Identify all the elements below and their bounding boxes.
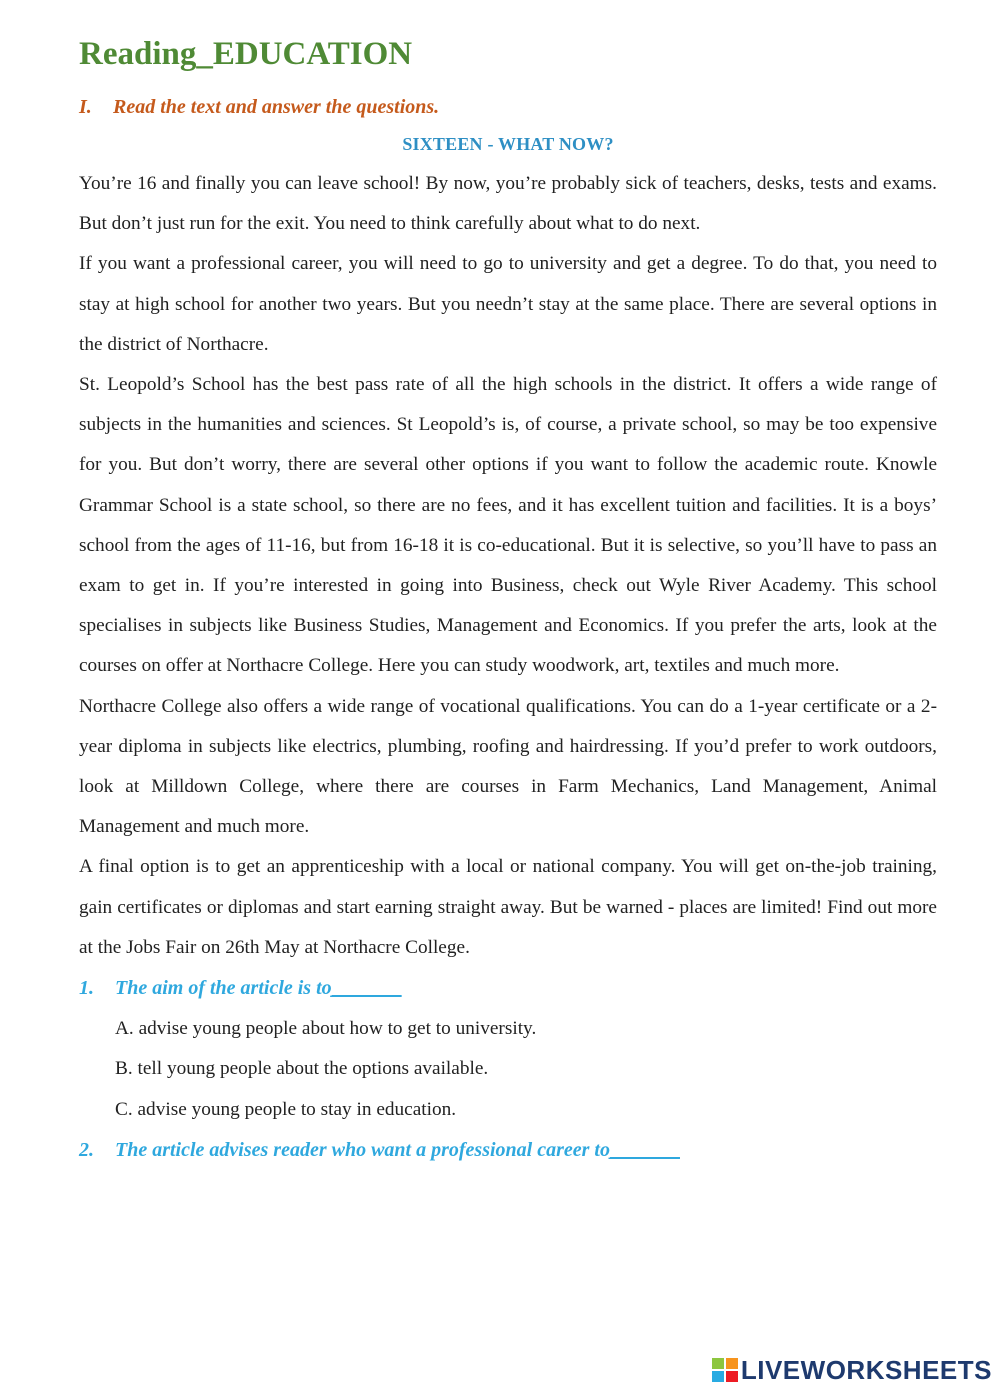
answer-blank[interactable]: _______ xyxy=(331,977,402,1000)
article-paragraph: St. Leopold’s School has the best pass rate of all the high schools in the district. It offers a wide range of subjects in the humanities and sciences. St Leopold’s is, of course, a private school, so may be too expensive for you. But don’t worry, there are several other options if you want to follow the academic route. Knowle Grammar School is a state school, so there are no fees, and it has excellent tuition and facilities. It is a boys’ school from the ages of 11-16, but from 16-18 it is co-educational. But it is selective, so you’ll have to pass an exam to get in. If you’re interested in going into Business, check out Wyle River Academy. This school specialises in subjects like Business Studies, Management and Economics. If you prefer the arts, look at the courses on offer at Northacre College. Here you can study woodwork, art, textiles and much more. xyxy=(79,374,937,677)
question-text: The aim of the article is to xyxy=(115,977,332,1000)
question-1 xyxy=(79,968,937,1009)
article-paragraph: A final option is to get an apprenticeship with a local or national company. You will get on-the-job training, gain certificates or diplomas and start earning straight away. But be warned - places are limited! Find out more at the Jobs Fair on 26th May at Northacre College. xyxy=(79,856,937,958)
question-2 xyxy=(79,1130,937,1171)
liveworksheets-logo xyxy=(711,1355,992,1385)
liveworksheets-brand-name: LIVEWORKSHEETS xyxy=(740,1354,992,1385)
page-title: Reading_EDUCATION xyxy=(79,36,413,72)
answer-option-b[interactable]: B. tell young people about the options available. xyxy=(115,1058,489,1080)
answer-blank[interactable]: _______ xyxy=(609,1139,680,1162)
answer-option-c[interactable]: C. advise young people to stay in education. xyxy=(115,1098,457,1120)
article-paragraph: Northacre College also offers a wide range of vocational qualifications. You can do a 1-year certificate or a 2-year diploma in subjects like electrics, plumbing, roofing and hairdressing. If you’d prefer to work outdoors, look at Milldown College, where there are courses in Farm Mechanics, Land Management, Animal Management and much more. xyxy=(79,695,937,838)
article-title: SIXTEEN - WHAT NOW? xyxy=(402,134,614,154)
article-paragraph: You’re 16 and finally you can leave school! By now, you’re probably sick of teachers, desks, tests and exams. But don’t just run for the exit. You need to think carefully about what to do next. xyxy=(79,173,937,235)
section-instruction: Read the text and answer the questions. xyxy=(113,96,440,118)
liveworksheets-logo-icon xyxy=(711,1357,739,1383)
answer-option-a[interactable]: A. advise young people about how to get to university. xyxy=(115,1017,537,1039)
worksheet-page xyxy=(79,30,937,1171)
question-number: 2. xyxy=(79,1139,94,1162)
question-number: 1. xyxy=(79,977,94,1000)
question-text: The article advises reader who want a professional career to xyxy=(115,1139,610,1162)
section-heading xyxy=(79,90,937,124)
section-number: I. xyxy=(79,96,92,118)
article-paragraph: If you want a professional career, you will need to go to university and get a degree. To do that, you need to stay at high school for another two years. But you needn’t stay at the same place. There are several options in the district of Northacre. xyxy=(79,253,937,355)
